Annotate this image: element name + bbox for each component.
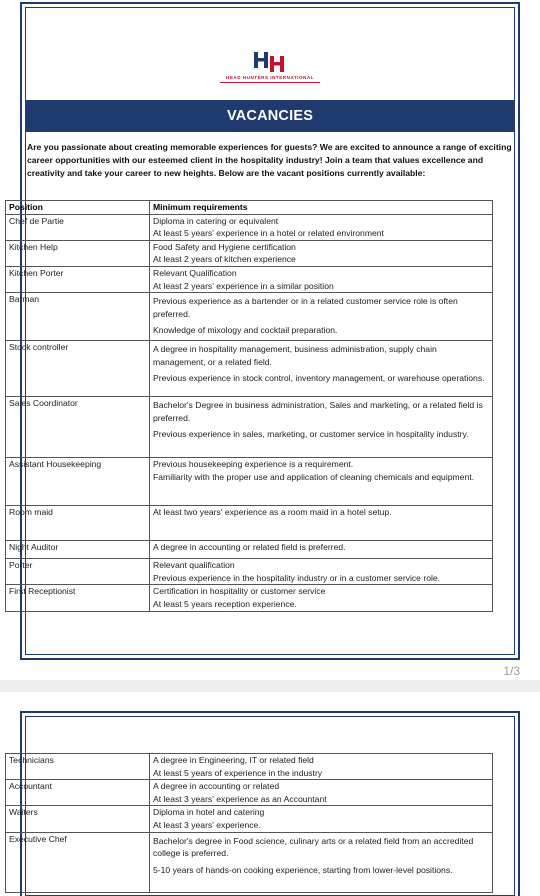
table-row: [6, 214, 493, 240]
vacancies-table-continued: [5, 753, 493, 893]
requirement-line: Previous housekeeping experience is a requirement.: [153, 459, 354, 470]
position-cell: Porter: [6, 559, 150, 585]
table-row: [6, 266, 493, 292]
position-cell: First Receptionist: [6, 585, 150, 611]
requirements-cell: [150, 293, 493, 341]
table-row: [6, 397, 493, 458]
page-indicator: 1/3: [503, 664, 520, 678]
requirements-cell: [150, 266, 493, 292]
requirement-line: Previous experience in stock control, inventory management, or warehouse operations.: [153, 373, 485, 384]
requirements-cell: [150, 754, 493, 780]
requirements-header: Minimum requirements: [150, 201, 493, 215]
requirement-line: Certification in hospitality or customer service: [153, 586, 326, 597]
position-cell: Chef de Partie: [6, 214, 150, 240]
requirements-cell: [150, 806, 493, 832]
table-row: [6, 458, 493, 506]
requirement-line: At least 5 years' experience in a hotel or related environment: [153, 228, 384, 239]
table-row: [6, 541, 493, 559]
position-cell: Kitchen Help: [6, 240, 150, 266]
requirement-line: Diploma in hotel and catering: [153, 807, 265, 818]
position-cell: Barman: [6, 293, 150, 341]
company-logo: [22, 48, 518, 96]
requirement-line: Knowledge of mixology and cocktail preparation.: [153, 325, 338, 336]
requirement-line: A degree in accounting or related: [153, 781, 280, 792]
table-row: [6, 832, 493, 892]
table-row: [6, 506, 493, 541]
requirements-cell: [150, 214, 493, 240]
requirement-line: Diploma in catering or equivalent: [153, 215, 279, 226]
position-cell: Kitchen Porter: [6, 266, 150, 292]
table-row: [6, 806, 493, 832]
requirement-line: Bachelor's degree in Food science, culinary arts or a related field from an accredited college is preferred.: [153, 835, 474, 859]
requirement-line: Previous experience in sales, marketing, or customer service in hospitality industry.: [153, 429, 469, 440]
requirements-cell: [150, 341, 493, 397]
table-row: [6, 585, 493, 611]
requirements-cell: [150, 780, 493, 806]
requirements-cell: [150, 506, 493, 541]
requirements-cell: [150, 240, 493, 266]
requirements-cell: [150, 585, 493, 611]
requirement-line: At least 5 years of experience in the industry: [153, 767, 323, 778]
table-row: [6, 293, 493, 341]
position-cell: Executive Chef: [6, 832, 150, 892]
hh-logo-icon: [251, 48, 289, 74]
table-row: [6, 754, 493, 780]
requirement-line: A degree in hospitality management, business administration, supply chain management, or a related field.: [153, 344, 437, 367]
requirement-line: At least 5 years reception experience.: [153, 598, 297, 609]
table-row: [6, 559, 493, 585]
requirement-line: A degree in accounting or related field is preferred.: [153, 542, 346, 553]
vacancies-table: [5, 200, 493, 612]
requirements-cell: [150, 832, 493, 892]
requirements-cell: [150, 458, 493, 506]
position-cell: Technicians: [6, 754, 150, 780]
position-cell: Sales Coordinator: [6, 397, 150, 458]
table-header-row: [6, 201, 493, 215]
requirements-cell: [150, 397, 493, 458]
position-cell: Waiters: [6, 806, 150, 832]
vacancies-banner: VACANCIES: [25, 100, 515, 132]
requirement-line: Familiarity with the proper use and application of cleaning chemicals and equipment.: [153, 471, 475, 482]
position-cell: Room maid: [6, 506, 150, 541]
position-cell: Stock controller: [6, 341, 150, 397]
position-cell: Night Auditor: [6, 541, 150, 559]
requirement-line: Relevant Qualification: [153, 267, 237, 278]
requirement-line: Previous experience in the hospitality industry or in a customer service role.: [153, 572, 441, 583]
requirements-cell: [150, 559, 493, 585]
requirement-line: At least 3 years' experience.: [153, 819, 261, 830]
position-header: Position: [6, 201, 150, 215]
requirement-line: Relevant qualification: [153, 560, 235, 571]
brand-name: HEAD HUNTERS INTERNATIONAL: [226, 75, 314, 80]
table-row: [6, 341, 493, 397]
requirement-line: At least 3 years' experience as an Accountant: [153, 793, 327, 804]
page-separator: [0, 680, 540, 692]
requirement-line: Previous experience as a bartender or in a related customer service role is often preferred.: [153, 296, 458, 319]
intro-paragraph: Are you passionate about creating memorable experiences for guests? We are excited to announce a range of exciting career opportunities with our esteemed client in the hospitality industry! Join a team that values excellence and creativity and take your career to new heights. Below are the vacant positions currently available:: [27, 142, 512, 178]
requirements-cell: [150, 541, 493, 559]
table-row: [6, 780, 493, 806]
requirement-line: 5-10 years of hands-on cooking experience, starting from lower-level positions.: [153, 864, 453, 875]
requirement-line: Bachelor's Degree in business administration, Sales and marketing, or a related field is preferred.: [153, 400, 483, 423]
requirement-line: At least 2 years' experience in a similar position: [153, 280, 334, 291]
logo-divider: [220, 82, 320, 83]
position-cell: Accountant: [6, 780, 150, 806]
requirement-line: At least two years' experience as a room maid in a hotel setup.: [153, 507, 392, 518]
table-row: [6, 240, 493, 266]
requirement-line: Food Safety and Hygiene certification: [153, 241, 296, 252]
requirement-line: A degree in Engineering, IT or related field: [153, 755, 314, 765]
requirement-line: At least 2 years of kitchen experience: [153, 254, 296, 265]
position-cell: Assistant Housekeeping: [6, 458, 150, 506]
